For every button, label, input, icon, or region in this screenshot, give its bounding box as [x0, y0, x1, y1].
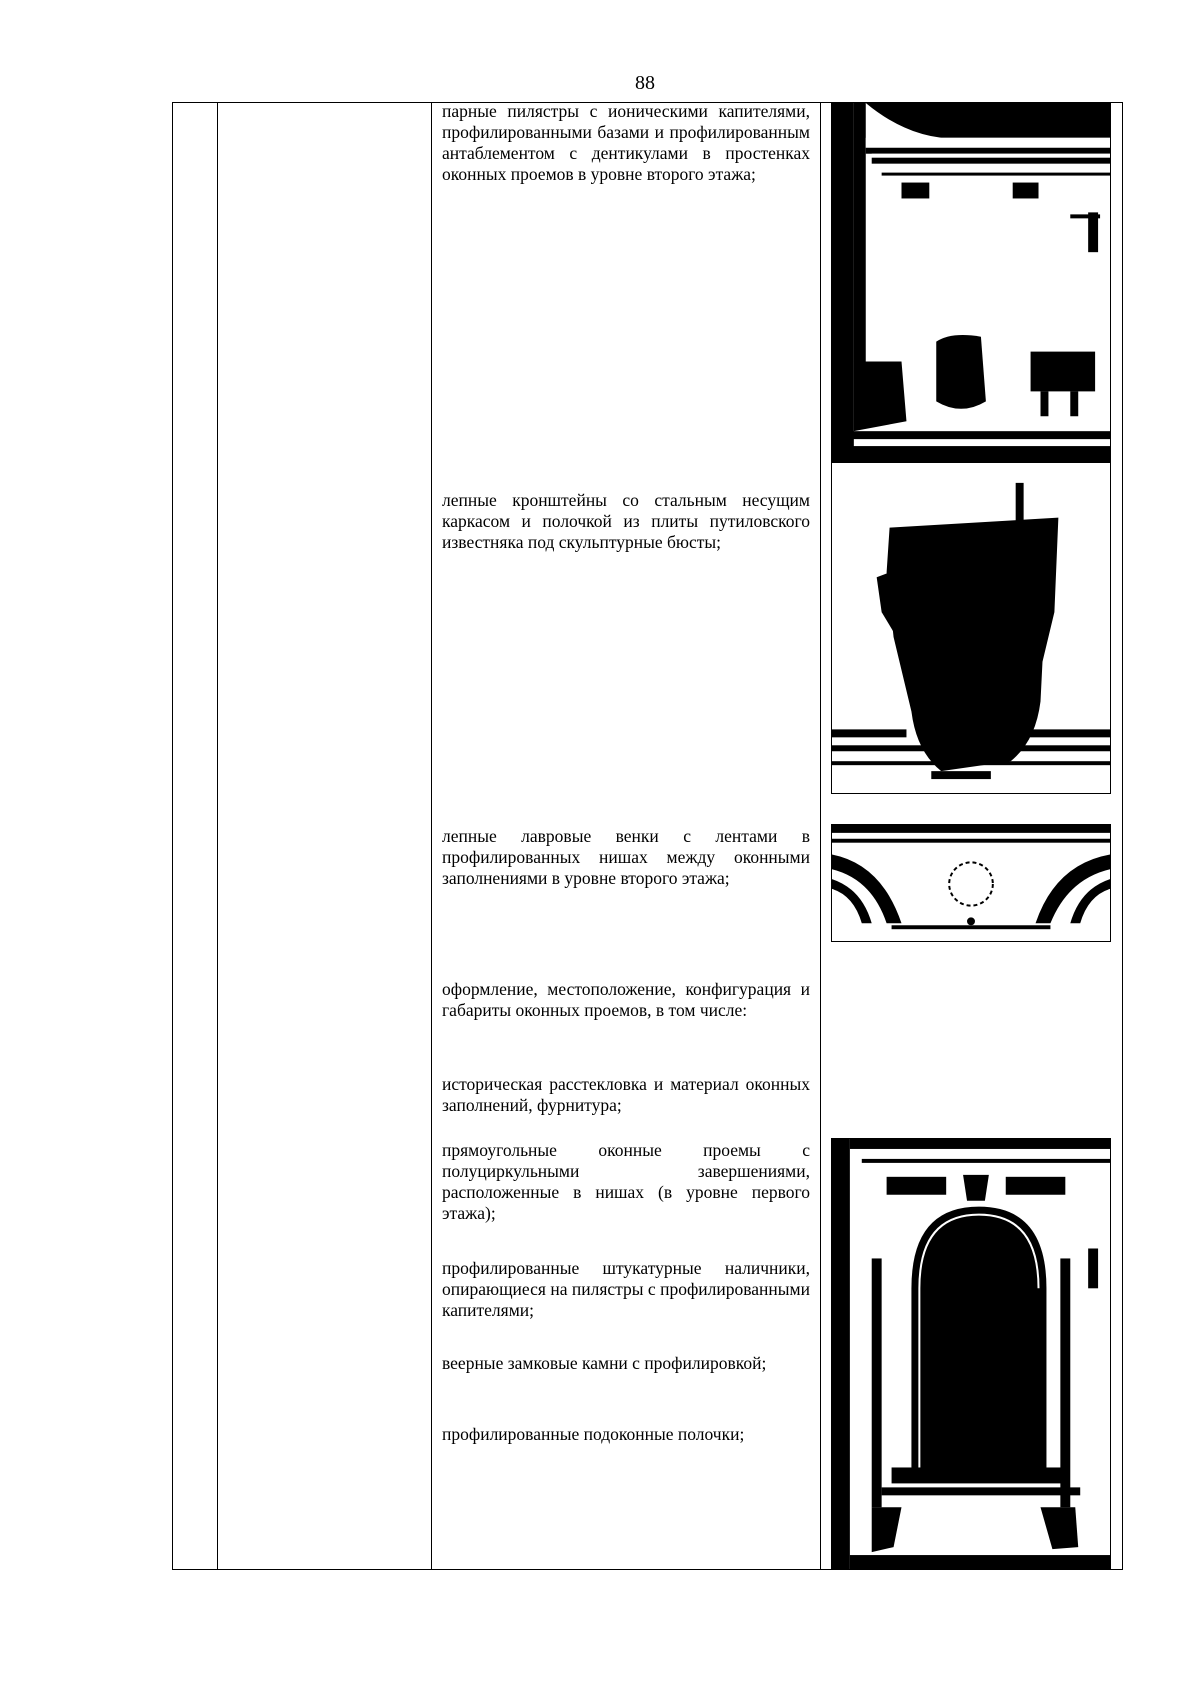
photo-pilasters: [831, 102, 1111, 462]
item-laurel-wreaths: лепные лавровые венки с лентами в профилированных нишах между оконными заполнениями в уровне второго этажа;: [442, 826, 810, 888]
photo-bracket: [831, 462, 1111, 794]
photo-arched-window: [831, 1138, 1111, 1570]
column-divider-2: [431, 103, 432, 1569]
item-keystones: веерные замковые камни с профилировкой;: [442, 1353, 767, 1373]
item-sill-shelves: профилированные подоконные полочки;: [442, 1424, 745, 1444]
column-divider-3: [820, 103, 821, 1569]
item-historic-glazing: историческая расстекловка и материал оконных заполнений, фурнитура;: [442, 1074, 810, 1115]
page-number: 88: [635, 72, 655, 94]
item-paired-pilasters: парные пилястры с ионическими капителями, профилированными базами и профилированным антаблементом с дентикулами в простенках оконных проемов в уровне второго этажа;: [442, 101, 810, 184]
item-window-openings: оформление, местоположение, конфигурация и габариты оконных проемов, в том числе:: [442, 979, 810, 1020]
column-divider-1: [217, 103, 218, 1569]
item-arched-openings: прямоугольные оконные проемы с полуциркульными завершениями, расположенные в нишах (в уровне первого этажа);: [442, 1140, 810, 1223]
item-profiled-casings: профилированные штукатурные наличники, опирающиеся на пилястры с профилированными капителями;: [442, 1258, 810, 1320]
photo-laurel-wreath: [831, 824, 1111, 942]
item-stucco-brackets: лепные кронштейны со стальным несущим каркасом и полочкой из плиты путиловского известняка под скульптурные бюсты;: [442, 490, 810, 552]
